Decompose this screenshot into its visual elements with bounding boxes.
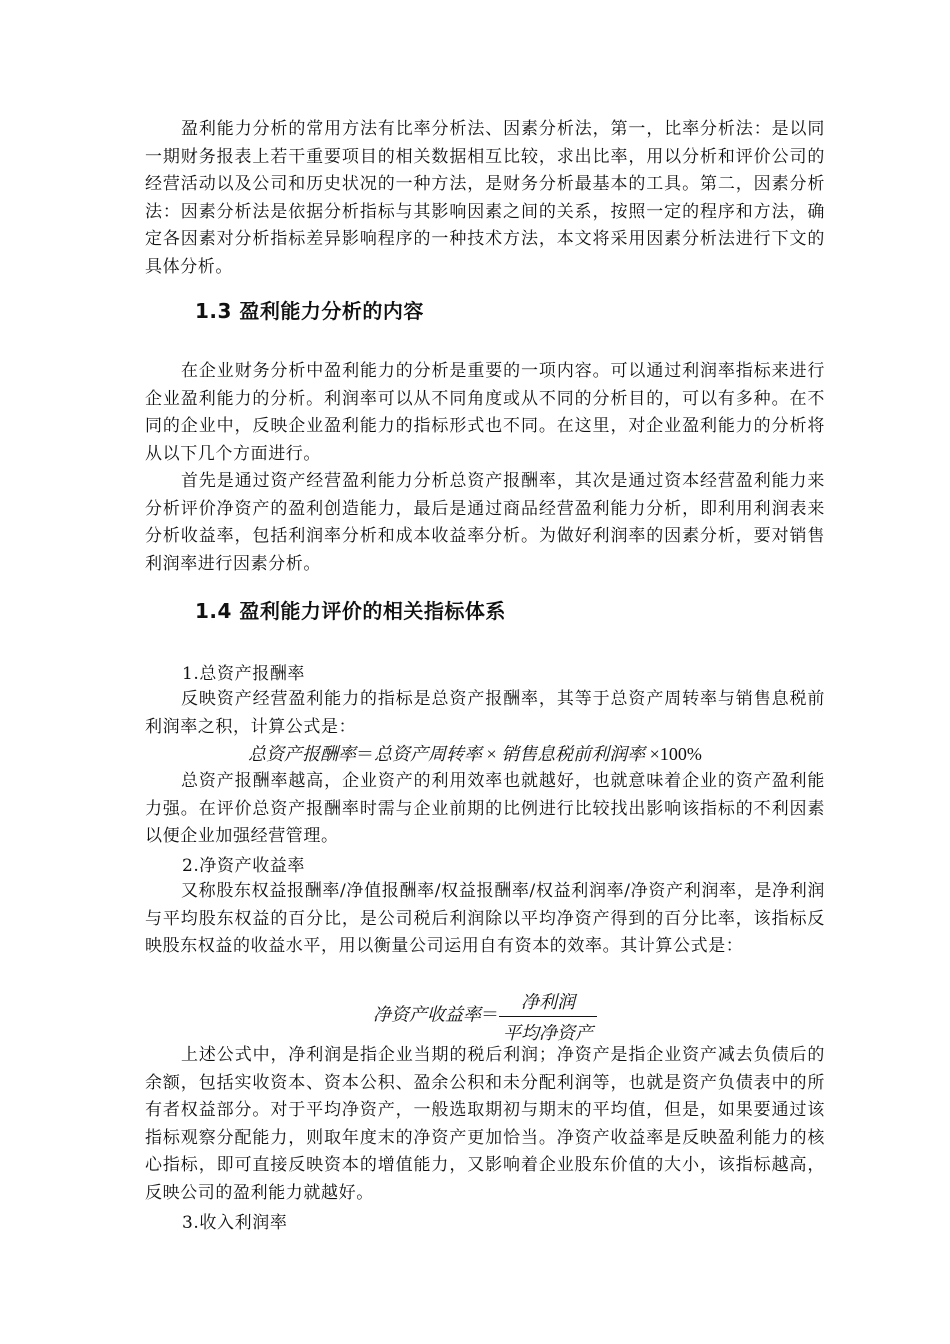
- formula-roe-fraction: [499, 988, 597, 1045]
- formula-roa-times: ×: [645, 744, 660, 764]
- paragraph-roa-definition: 反映资产经营盈利能力的指标是总资产报酬率，其等于总资产周转率与销售息税前利润率之积，计算公式是：: [145, 689, 825, 737]
- formula-roa-equals: ＝: [356, 744, 374, 764]
- list-item-return-on-equity: 2.净资产收益率: [182, 856, 306, 876]
- paragraph-roe-definition: 又称股东权益报酬率/净值报酬率/权益报酬率/权益利润率/净资产利润率，是净利润与平均股东权益的百分比，是公司税后利润除以平均净资产得到的百分比率，该指标反映股东权益的收益水平，用以衡量公司运用自有资本的效率。其计算公式是：: [145, 881, 825, 956]
- formula-roe-numerator: 净利润: [499, 988, 597, 1017]
- paragraph-roe-explanation: 上述公式中，净利润是指企业当期的税后利润；净资产是指企业资产减去负债后的余额，包括实收资本、资本公积、盈余公积和未分配利润等，也就是资产负债表中的所有者权益部分。对于平均净资产，一般选取期初与期末的平均值，但是，如果要通过该指标观察分配能力，则取年度末的净资产更加恰当。净资产收益率是反映盈利能力的核心指标，即可直接反映资本的增值能力，又影响着企业股东价值的大小，该指标越高，反映公司的盈利能力就越好。: [145, 1045, 825, 1203]
- paragraph-analysis-methods: 盈利能力分析的常用方法有比率分析法、因素分析法，第一，比率分析法：是以同一期财务报表上若干重要项目的相关数据相互比较，求出比率，用以分析和评价公司的经营活动以及公司和历史状况的一种方法，是财务分析最基本的工具。第二，因素分析法：因素分析法是依据分析指标与其影响因素之间的关系，按照一定的程序和方法，确定各因素对分析指标差异影响程序的一种技术方法，本文将采用因素分析法进行下文的具体分析。: [145, 119, 825, 277]
- formula-total-asset-return: [248, 740, 702, 766]
- section-heading-1-3: 1.3 盈利能力分析的内容: [195, 299, 424, 323]
- paragraph-roa-meaning: 总资产报酬率越高，企业资产的利用效率也就越好，也就意味着企业的资产盈利能力强。在评价总资产报酬率时需与企业前期的比例进行比较找出影响该指标的不利因素以便企业加强经营管理。: [145, 771, 825, 846]
- formula-return-on-equity: [373, 988, 597, 1045]
- formula-roa-percent: 100%: [659, 744, 702, 764]
- formula-roa-ebit-margin: 销售息税前利润率: [501, 744, 646, 764]
- formula-roa-times: ×: [482, 744, 502, 764]
- paragraph-content-intro: 在企业财务分析中盈利能力的分析是重要的一项内容。可以通过利润率指标来进行企业盈利能力的分析。利润率可以从不同角度或从不同的分析目的，可以有多种。在不同的企业中，反映企业盈利能力的指标形式也不同。在这里，对企业盈利能力的分析将从以下几个方面进行。: [145, 361, 825, 464]
- list-item-revenue-profit-margin: 3.收入利润率: [182, 1213, 288, 1233]
- formula-roe-lhs: 净资产收益率: [373, 1004, 481, 1025]
- formula-roa-turnover: 总资产周转率: [374, 744, 482, 764]
- section-heading-1-4: 1.4 盈利能力评价的相关指标体系: [195, 599, 506, 623]
- paragraph-content-approach: 首先是通过资产经营盈利能力分析总资产报酬率，其次是通过资本经营盈利能力来分析评价净资产的盈利创造能力，最后是通过商品经营盈利能力分析，即利用利润表来分析收益率，包括利润率分析和成本收益率分析。为做好利润率的因素分析，要对销售利润率进行因素分析。: [145, 471, 825, 574]
- formula-roa-lhs: 总资产报酬率: [248, 744, 356, 764]
- formula-roe-equals: ＝: [481, 1004, 499, 1025]
- formula-roe-denominator: 平均净资产: [503, 1023, 593, 1043]
- list-item-total-asset-return: 1.总资产报酬率: [182, 664, 306, 684]
